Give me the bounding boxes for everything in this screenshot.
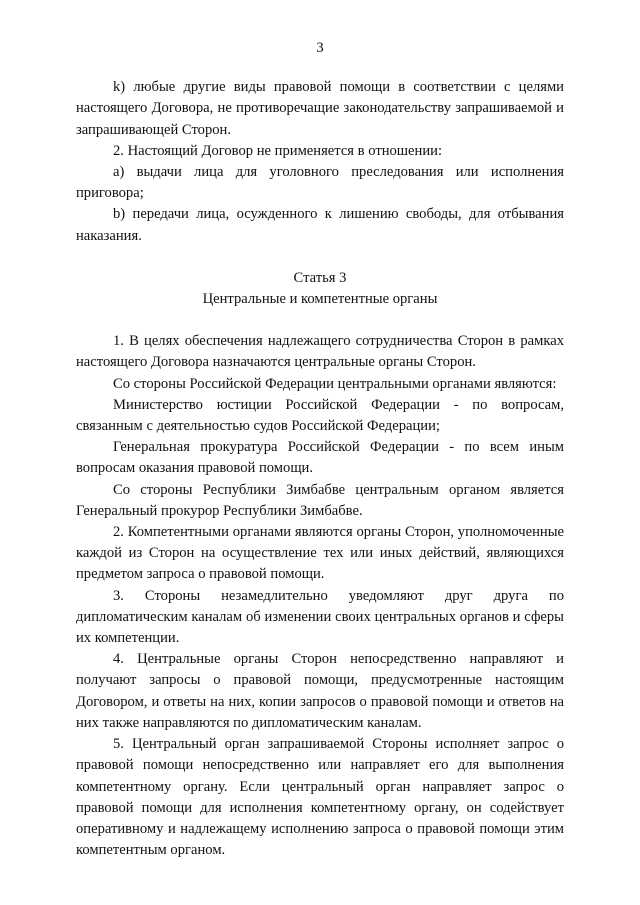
paragraph-article-4: 4. Центральные органы Сторон непосредственно направляют и получают запросы о правовой помощи, предусмотренные настоящим Договором, и ответы на них, копии запросов о правовой помощи и ответов на них также направляются по дипломатическим каналам.	[76, 651, 564, 731]
article-number: Статья 3	[293, 269, 347, 286]
page-number: 3	[316, 40, 324, 56]
paragraph-item-k: k) любые другие виды правовой помощи в соответствии с целями настоящего Договора, не противоречащие законодательству запрашиваемой и запрашивающей Сторон.	[76, 79, 564, 138]
paragraph-article-2: 2. Компетентными органами являются органы Сторон, уполномоченные каждой из Сторон на осуществление тех или иных действий, являющихся предметом запроса о правовой помощи.	[76, 524, 564, 583]
paragraph-rf-central: Со стороны Российской Федерации центральными органами являются:	[113, 375, 557, 392]
paragraph-article-3: 3. Стороны незамедлительно уведомляют друг друга по дипломатическим каналам об изменении своих центральных органов и сферы их компетенции.	[76, 587, 564, 647]
paragraph-article-1: 1. В целях обеспечения надлежащего сотрудничества Сторон в рамках настоящего Договора назначаются центральные органы Сторон.	[76, 333, 564, 371]
article-title: Центральные и компетентные органы	[202, 291, 438, 308]
document-page	[76, 38, 564, 861]
paragraph-zimbabwe-central: Со стороны Республики Зимбабве центральным органом является Генеральный прокурор Республики Зимбабве.	[76, 481, 564, 519]
paragraph-ministry-justice: Министерство юстиции Российской Федерации - по вопросам, связанным с деятельностью судов Российской Федерации;	[76, 396, 564, 435]
paragraph-article-5: 5. Центральный орган запрашиваемой Стороны исполняет запрос о правовой помощи непосредственно или направляет его для выполнения компетентному органу. Если центральный орган направляет запрос о правовой помощи для исполнения компетентному органу, он содействует оперативному и надлежащему исполнению запроса о правовой помощи этим компетентным органом.	[76, 736, 564, 859]
paragraph-clause-2: 2. Настоящий Договор не применяется в отношении:	[113, 142, 443, 159]
paragraph-item-a: a) выдачи лица для уголовного преследования или исполнения приговора;	[76, 164, 564, 202]
paragraph-item-b: b) передачи лица, осужденного к лишению свободы, для отбывания наказания.	[76, 206, 564, 244]
paragraph-prosecutor-general-rf: Генеральная прокуратура Российской Федерации - по всем иным вопросам оказания правовой помощи.	[76, 439, 564, 477]
